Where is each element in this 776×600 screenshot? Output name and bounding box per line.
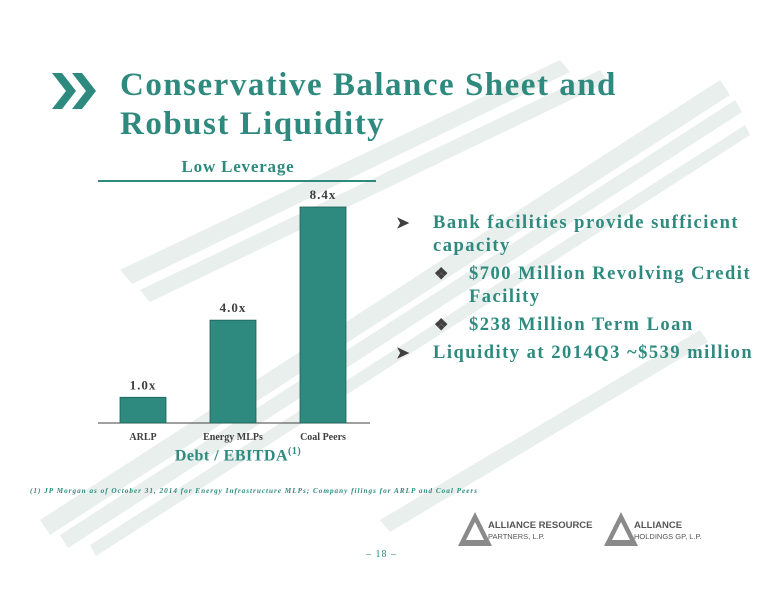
- arlp-logo-line-1: ALLIANCE RESOURCE: [488, 520, 593, 531]
- bullet-item: [396, 342, 756, 365]
- bullet-list: [396, 212, 756, 370]
- page-number: – 18 –: [366, 549, 397, 560]
- diamond-bullet-icon: ❖: [434, 317, 450, 334]
- footnote: (1) JP Morgan as of October 31, 2014 for Energy Infrastructure MLPs; Company filings for ARLP and Coal Peers: [30, 487, 479, 495]
- bar-energy-mlps: [210, 320, 256, 423]
- ahgp-logo-line-2: HOLDINGS GP, L.P.: [634, 532, 702, 541]
- sub-bullet-text: $700 Million Revolving Credit Facility: [469, 264, 752, 307]
- chart-title: Low Leverage: [181, 157, 295, 176]
- bullet-text: Bank facilities provide sufficient capacity: [433, 213, 740, 256]
- data-label: 4.0x: [219, 300, 247, 316]
- bar-arlp: [120, 397, 166, 423]
- arrow-bullet-icon: ➤: [396, 345, 411, 362]
- double-chevron-icon: [52, 73, 102, 109]
- sub-bullet-item: [396, 263, 756, 309]
- bar-coal-peers: [300, 207, 346, 423]
- arlp-logo: [458, 512, 598, 548]
- slide-title-line-2: Robust Liquidity: [120, 106, 386, 142]
- x-axis-title: [98, 446, 378, 465]
- x-tick-label: Energy MLPs: [203, 432, 263, 443]
- x-axis-title-text: Debt / EBITDA: [174, 447, 288, 465]
- ahgp-logo: [604, 512, 734, 548]
- slide-title: [120, 66, 760, 144]
- bar-chart: [98, 180, 378, 445]
- bullet-text: Liquidity at 2014Q3 ~$539 million: [433, 343, 754, 363]
- arlp-logo-line-2: PARTNERS, L.P.: [488, 532, 545, 541]
- sub-bullet-text: $238 Million Term Loan: [469, 315, 694, 335]
- data-label: 8.4x: [309, 187, 337, 202]
- x-tick-label: ARLP: [129, 432, 157, 443]
- arrow-bullet-icon: ➤: [396, 215, 411, 232]
- x-axis-title-footnote-mark: (1): [288, 446, 302, 457]
- x-tick-label: Coal Peers: [300, 432, 346, 443]
- bullet-item: [396, 212, 756, 258]
- sub-bullet-item: [396, 314, 756, 337]
- ahgp-logo-line-1: ALLIANCE: [634, 520, 683, 531]
- ahgp-logo-mark-icon: [604, 512, 638, 548]
- arlp-logo-mark-icon: [458, 512, 492, 548]
- data-label: 1.0x: [129, 377, 157, 393]
- diamond-bullet-icon: ❖: [434, 266, 450, 283]
- slide-title-line-1: Conservative Balance Sheet and: [120, 67, 617, 103]
